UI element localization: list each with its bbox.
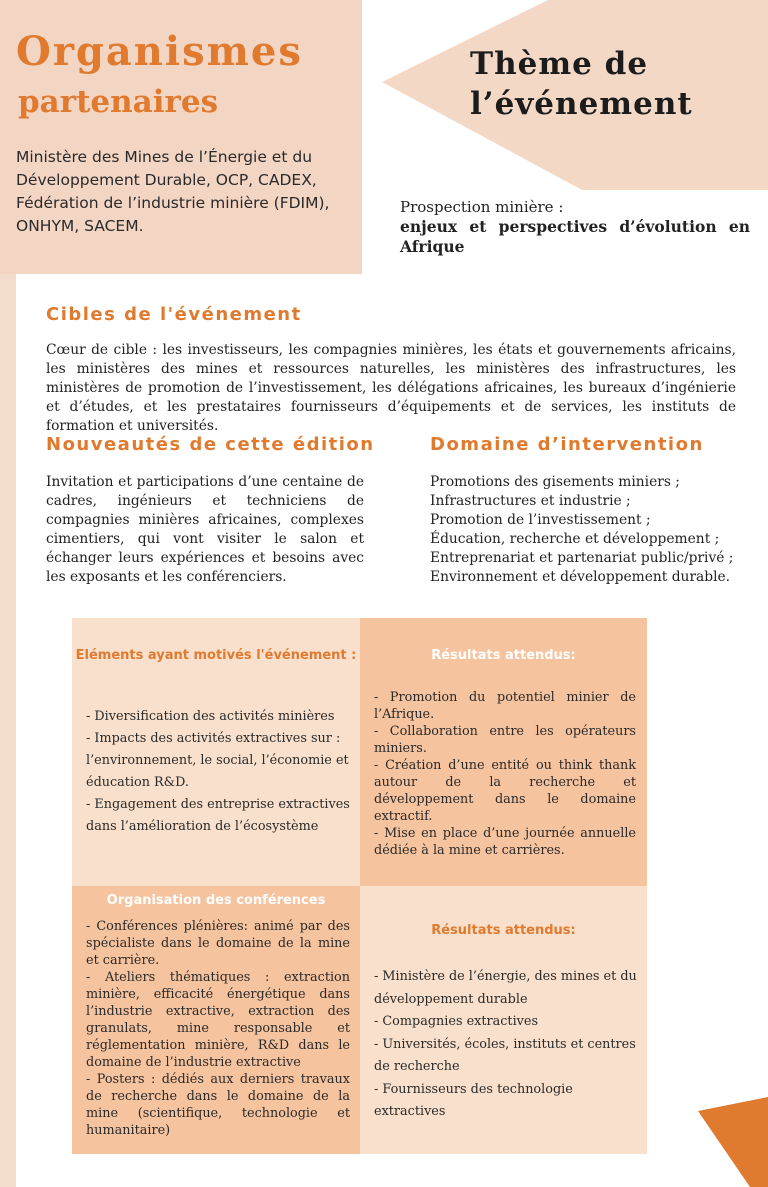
- resultats-item: - Collaboration entre les opérateurs miniers.: [374, 724, 636, 756]
- resultats-cell-1: [360, 618, 647, 886]
- cibles-heading: Cibles de l'événement: [46, 304, 302, 325]
- resultats-item: - Création d’une entité ou think thank autour de la recherche et développement dans le domaine extractif.: [374, 758, 636, 824]
- domaine-item: Promotion de l’investissement ;: [430, 512, 651, 528]
- resultats-item: - Fournisseurs des technologie extractives: [374, 1081, 573, 1119]
- domaine-item: Environnement et développement durable.: [430, 569, 731, 585]
- partners-list: Ministère des Mines de l’Énergie et du Développement Durable, OCP, CADEX, Fédération de l’industrie minière (FDIM), ONHYM, SACEM.: [16, 148, 330, 235]
- organisation-heading: Organisation des conférences: [106, 893, 326, 908]
- domaine-item: Promotions des gisements miniers ;: [430, 474, 680, 490]
- elements-heading: Eléments ayant motivés l'événement :: [75, 648, 357, 663]
- theme-title-line1: Thème de: [470, 46, 649, 82]
- elements-cell: [72, 618, 360, 886]
- nouveautes-heading: Nouveautés de cette édition: [46, 434, 375, 455]
- resultats-heading-2: Résultats attendus:: [431, 923, 576, 938]
- domaine-list: [430, 473, 750, 587]
- resultats-item: - Mise en place d’une journée annuelle dédiée à la mine et carrières.: [374, 826, 636, 858]
- theme-title-line2: l’événement: [470, 86, 693, 122]
- domaine-heading: Domaine d’intervention: [430, 434, 704, 455]
- resultats-item: - Promotion du potentiel minier de l’Afrique.: [374, 690, 636, 722]
- organisation-cell: [72, 886, 360, 1154]
- elements-item: - Engagement des entreprise extractives dans l’amélioration de l’écosystème: [86, 797, 350, 834]
- theme-subtitle: Prospection minière :: [400, 198, 564, 216]
- resultats-item: - Universités, écoles, instituts et centres de recherche: [374, 1036, 636, 1074]
- partners-title: Organismes: [16, 28, 303, 75]
- resultats-list-1: [374, 689, 636, 859]
- domaine-item: Infrastructures et industrie ;: [430, 493, 631, 509]
- organisation-list: [86, 918, 350, 1139]
- resultats-cell-2: [360, 886, 647, 1154]
- resultats-heading-1: Résultats attendus:: [431, 648, 576, 663]
- domaine-item: Éducation, recherche et développement ;: [430, 531, 720, 547]
- domaine-item: Entreprenariat et partenariat public/privé ;: [430, 550, 734, 566]
- nouveautes-text: Invitation et participations d’une centaine de cadres, ingénieurs et techniciens de compagnies minières africaines, complexes cimentiers, qui vont visiter le salon et échanger leurs expériences et besoins avec les exposants et les conférenciers.: [46, 474, 364, 585]
- organisation-item: - Conférences plénières: animé par des spécialiste dans le domaine de la mine et carrière.: [86, 919, 350, 968]
- partners-subtitle: partenaires: [18, 84, 219, 120]
- resultats-item: - Compagnies extractives: [374, 1014, 539, 1029]
- resultats-item: - Ministère de l’énergie, des mines et du développement durable: [374, 969, 637, 1007]
- elements-item: - Diversification des activités minières: [86, 709, 335, 724]
- corner-triangle-shape: [698, 1097, 768, 1187]
- resultats-list-2: [374, 966, 638, 1124]
- theme-title: [470, 44, 693, 124]
- theme-subtitle-bold: enjeux et perspectives d’évolution en Afrique: [400, 217, 750, 256]
- organisation-item: - Ateliers thématiques : extraction minière, efficacité énergétique dans l’industrie extractive, extraction des granulats, mine responsable et réglementation minière, R&D dans le domaine de l’industrie extractive: [86, 970, 350, 1070]
- elements-item: - Impacts des activités extractives sur : l’environnement, le social, l’économie et éducation R&D.: [86, 731, 349, 790]
- cibles-text: Cœur de cible : les investisseurs, les compagnies minières, les états et gouvernements africains, les ministères des mines et ressources naturelles, les ministères des infrastructures, les ministères de promotion de l’investissement, les délégations africaines, les bureaux d’ingénierie et d’études, et les prestataires fournisseurs d’équipements et de services, les instituts de formation et universités.: [46, 342, 736, 434]
- elements-list: [86, 706, 352, 838]
- organisation-item: - Posters : dédiés aux derniers travaux de recherche dans le domaine de la mine (scientifique, technologie et humanitaire): [86, 1072, 350, 1138]
